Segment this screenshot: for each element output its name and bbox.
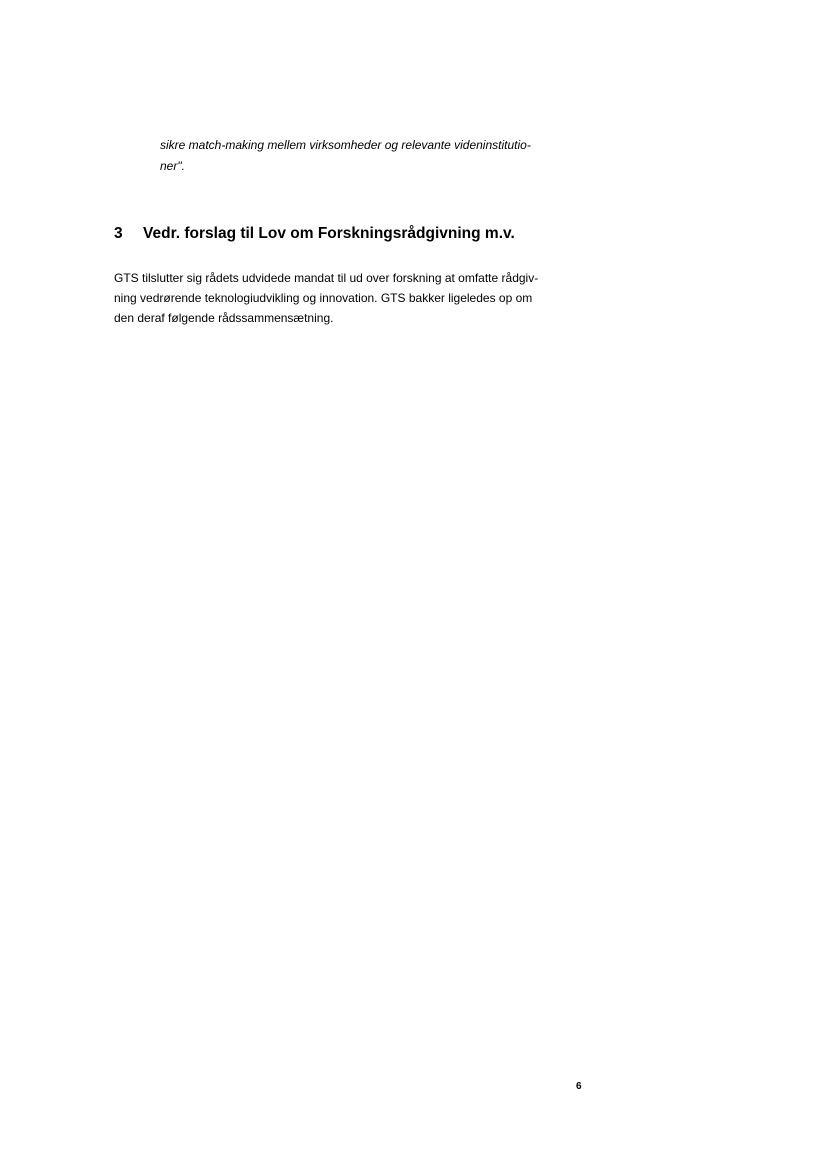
- paragraph-line: ning vedrørende teknologiudvikling og innovation. GTS bakker ligeledes op om: [114, 291, 533, 305]
- page-number: 6: [576, 1081, 582, 1092]
- quote-continuation: [160, 135, 590, 177]
- section-number: 3: [114, 225, 123, 242]
- section-title: Vedr. forslag til Lov om Forskningsrådgivning m.v.: [143, 225, 515, 242]
- section-paragraph: [114, 268, 594, 328]
- quote-line: sikre match-making mellem virksomheder og relevante videninstitutio-: [160, 138, 531, 152]
- quote-line: ner".: [160, 159, 185, 173]
- paragraph-line: den deraf følgende rådssammensætning.: [114, 311, 334, 325]
- paragraph-line: GTS tilslutter sig rådets udvidede mandat til ud over forskning at omfatte rådgiv-: [114, 271, 539, 285]
- section-heading: [114, 224, 515, 244]
